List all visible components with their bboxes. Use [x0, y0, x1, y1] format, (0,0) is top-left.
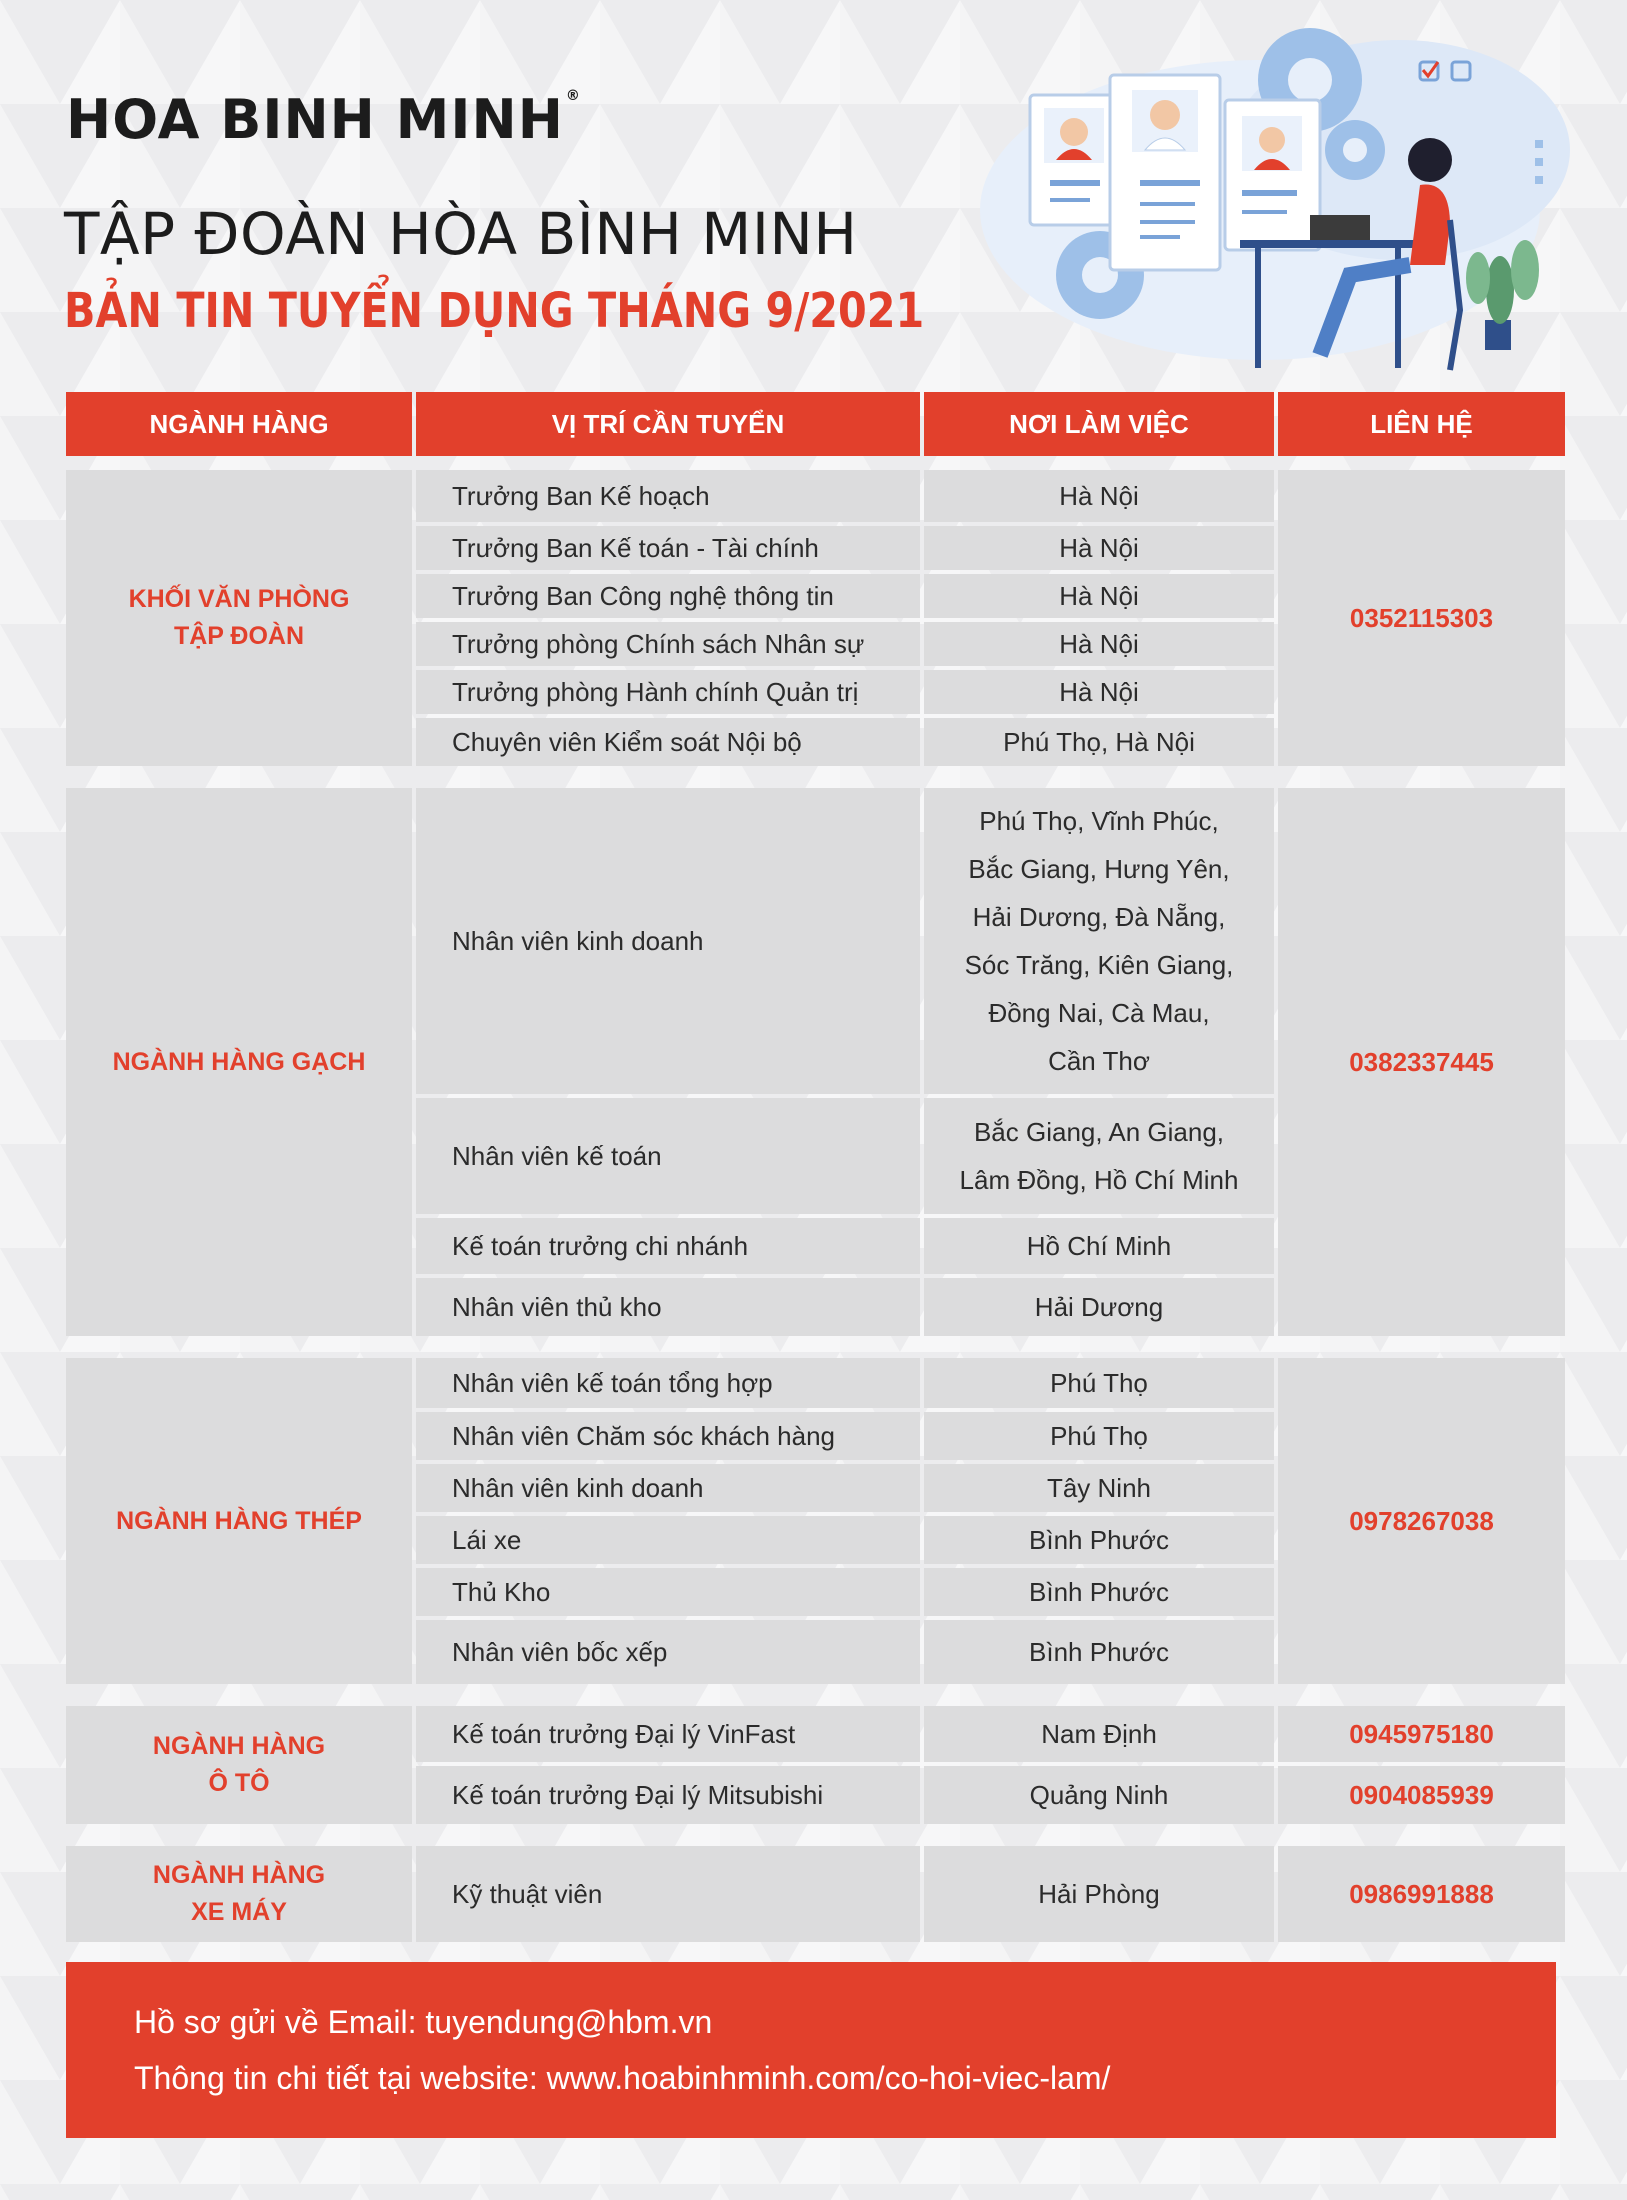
location-cell: Hồ Chí Minh — [924, 1218, 1274, 1274]
header-vi-tri: VỊ TRÍ CẦN TUYỂN — [416, 392, 920, 456]
category-o-to: NGÀNH HÀNG Ô TÔ — [66, 1706, 412, 1824]
category-gach: NGÀNH HÀNG GẠCH — [66, 788, 412, 1336]
registered-mark: ® — [565, 88, 581, 104]
location-cell: Hà Nội — [924, 574, 1274, 618]
category-van-phong: KHỐI VĂN PHÒNG TẬP ĐOÀN — [66, 470, 412, 766]
position-cell: Nhân viên kế toán tổng hợp — [416, 1358, 920, 1408]
header-noi-lam-viec: NƠI LÀM VIỆC — [924, 392, 1274, 456]
location-cell: Tây Ninh — [924, 1464, 1274, 1512]
location-cell: Bình Phước — [924, 1516, 1274, 1564]
footer-email[interactable]: Hồ sơ gửi về Email: tuyendung@hbm.vn — [134, 2004, 713, 2040]
location-cell: Quảng Ninh — [924, 1766, 1274, 1824]
location-cell: Bắc Giang, An Giang, Lâm Đồng, Hồ Chí Minh — [924, 1098, 1274, 1214]
position-cell: Nhân viên kế toán — [416, 1098, 920, 1214]
position-cell: Kế toán trưởng chi nhánh — [416, 1218, 920, 1274]
location-cell: Hải Phòng — [924, 1846, 1274, 1942]
position-cell: Trưởng Ban Kế toán - Tài chính — [416, 526, 920, 570]
location-cell: Nam Định — [924, 1706, 1274, 1762]
position-cell: Nhân viên kinh doanh — [416, 1464, 920, 1512]
page-title: TẬP ĐOÀN HÒA BÌNH MINH — [64, 200, 858, 268]
header-lien-he: LIÊN HỆ — [1278, 392, 1565, 456]
position-cell: Trưởng phòng Chính sách Nhân sự — [416, 622, 920, 666]
location-cell: Bình Phước — [924, 1620, 1274, 1684]
location-cell: Hà Nội — [924, 670, 1274, 714]
location-cell: Hà Nội — [924, 622, 1274, 666]
location-cell: Phú Thọ — [924, 1412, 1274, 1460]
position-cell: Kế toán trưởng Đại lý Mitsubishi — [416, 1766, 920, 1824]
logo-text: HOA BINH MINH — [66, 88, 564, 151]
position-cell: Thủ Kho — [416, 1568, 920, 1616]
contact-phone[interactable]: 0352115303 — [1278, 470, 1565, 766]
footer-banner — [66, 1962, 1556, 2138]
page-subtitle: BẢN TIN TUYỂN DỤNG THÁNG 9/2021 — [64, 283, 925, 339]
position-cell: Chuyên viên Kiểm soát Nội bộ — [416, 718, 920, 766]
location-cell: Hải Dương — [924, 1278, 1274, 1336]
contact-phone[interactable]: 0978267038 — [1278, 1358, 1565, 1684]
category-xe-may: NGÀNH HÀNG XE MÁY — [66, 1846, 412, 1942]
location-cell: Bình Phước — [924, 1568, 1274, 1616]
position-cell: Nhân viên thủ kho — [416, 1278, 920, 1336]
recruitment-illustration-icon — [980, 20, 1580, 375]
location-cell: Phú Thọ — [924, 1358, 1274, 1408]
position-cell: Nhân viên kinh doanh — [416, 788, 920, 1094]
location-cell: Hà Nội — [924, 526, 1274, 570]
location-cell: Phú Thọ, Hà Nội — [924, 718, 1274, 766]
footer-website[interactable]: Thông tin chi tiết tại website: www.hoabinhminh.com/co-hoi-viec-lam/ — [134, 2060, 1111, 2096]
position-cell: Kỹ thuật viên — [416, 1846, 920, 1942]
position-cell: Trưởng Ban Kế hoạch — [416, 470, 920, 522]
header-nganh-hang: NGÀNH HÀNG — [66, 392, 412, 456]
contact-phone[interactable]: 0986991888 — [1278, 1846, 1565, 1942]
position-cell: Nhân viên Chăm sóc khách hàng — [416, 1412, 920, 1460]
location-cell: Phú Thọ, Vĩnh Phúc, Bắc Giang, Hưng Yên, Hải Dương, Đà Nẵng, Sóc Trăng, Kiên Giang, Đồng Nai, Cà Mau, Cần Thơ — [924, 788, 1274, 1094]
position-cell: Trưởng Ban Công nghệ thông tin — [416, 574, 920, 618]
position-cell: Kế toán trưởng Đại lý VinFast — [416, 1706, 920, 1762]
category-thep: NGÀNH HÀNG THÉP — [66, 1358, 412, 1684]
position-cell: Nhân viên bốc xếp — [416, 1620, 920, 1684]
brand-logo — [66, 88, 581, 151]
contact-phone[interactable]: 0382337445 — [1278, 788, 1565, 1336]
contact-phone[interactable]: 0945975180 — [1278, 1706, 1565, 1762]
location-cell: Hà Nội — [924, 470, 1274, 522]
position-cell: Lái xe — [416, 1516, 920, 1564]
contact-phone[interactable]: 0904085939 — [1278, 1766, 1565, 1824]
position-cell: Trưởng phòng Hành chính Quản trị — [416, 670, 920, 714]
